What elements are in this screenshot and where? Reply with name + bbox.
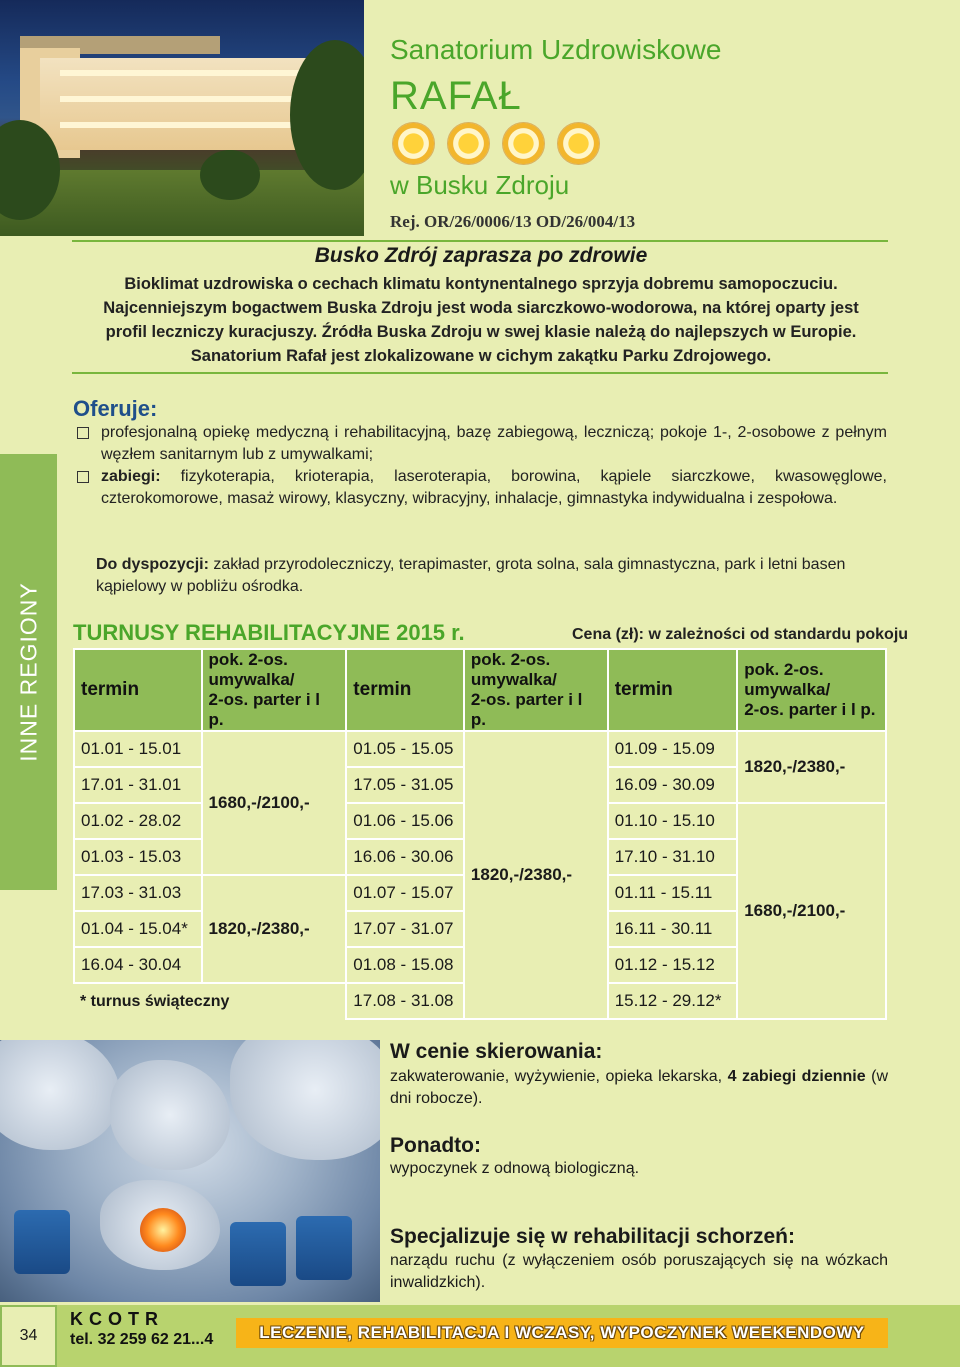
header-location: w Busku Zdroju bbox=[390, 170, 570, 200]
term-cell: 01.11 - 15.11 bbox=[608, 875, 738, 911]
term-cell: 16.06 - 30.06 bbox=[346, 839, 464, 875]
term-cell: 17.05 - 31.05 bbox=[346, 767, 464, 803]
price-cell: 1820,-/2380,- bbox=[202, 875, 347, 983]
divider bbox=[72, 372, 888, 374]
term-cell: 01.08 - 15.08 bbox=[346, 947, 464, 983]
sun-rating-icon bbox=[447, 122, 490, 165]
list-item bbox=[73, 466, 887, 510]
price-includes-heading: W cenie skierowania: bbox=[390, 1040, 603, 1063]
column-header: termin bbox=[74, 649, 202, 731]
price-cell: 1680,-/2100,- bbox=[737, 803, 886, 1019]
sanatorium-building-photo bbox=[0, 0, 364, 236]
checkbox-bullet-icon bbox=[77, 427, 89, 439]
sun-rating-icon bbox=[557, 122, 600, 165]
term-cell: 17.03 - 31.03 bbox=[74, 875, 202, 911]
disposal-text bbox=[96, 554, 887, 598]
table-header-row bbox=[74, 649, 886, 731]
term-cell: 16.11 - 30.11 bbox=[608, 911, 738, 947]
table-footnote: * turnus świąteczny bbox=[80, 992, 230, 1010]
price-cell: 1680,-/2100,- bbox=[202, 731, 347, 875]
intro-line: Bioklimat uzdrowiska o cechach klimatu kontynentalnego sprzyja dobremu samopoczuciu. bbox=[124, 275, 838, 293]
term-cell: 01.01 - 15.01 bbox=[74, 731, 202, 767]
sun-rating-icon bbox=[392, 122, 435, 165]
intro-line: Najcenniejszym bogactwem Buska Zdroju jest woda siarczkowo-wodorowa, na której oparty jest bbox=[103, 299, 859, 317]
term-cell: 01.03 - 15.03 bbox=[74, 839, 202, 875]
offer-item-text: profesjonalną opiekę medyczną i rehabilitacyjną, bazę zabiegową, leczniczą; pokoje 1-, 2-osobowe z pełnym węzłem sanitarnym lub z umywalkami; bbox=[101, 424, 887, 463]
term-cell: 15.12 - 29.12* bbox=[608, 983, 738, 1019]
turnusy-table bbox=[73, 648, 887, 1020]
page-number: 34 bbox=[0, 1305, 57, 1367]
term-cell: 17.01 - 31.01 bbox=[74, 767, 202, 803]
section-side-tab bbox=[0, 454, 57, 890]
offer-item-label: zabiegi: bbox=[101, 468, 161, 485]
price-note: Cena (zł): w zależności od standardu pokoju bbox=[572, 626, 909, 643]
disposal-label: Do dyspozycji: bbox=[96, 556, 209, 573]
sun-rating-icon bbox=[502, 122, 545, 165]
registration-number: Rej. OR/26/0006/13 OD/26/004/13 bbox=[390, 212, 636, 231]
footer-slogan-banner bbox=[236, 1318, 888, 1348]
disposal-body: zakład przyrodoleczniczy, terapimaster, grota solna, sala gimnastyczna, park i letni basen kąpielowy w pobliżu ośrodka. bbox=[96, 556, 846, 595]
term-cell: 01.04 - 15.04* bbox=[74, 911, 202, 947]
price-cell: 1820,-/2380,- bbox=[737, 731, 886, 803]
sanatorium-name: RAFAŁ bbox=[390, 74, 522, 118]
footer-slogan: LECZENIE, REHABILITACJA I WCZASY, WYPOCZYNEK WEEKENDOWY bbox=[259, 1323, 865, 1342]
table-row bbox=[74, 731, 886, 767]
offer-item-text bbox=[101, 466, 887, 510]
offer-heading: Oferuje: bbox=[73, 396, 158, 421]
header-subtitle: Sanatorium Uzdrowiskowe bbox=[390, 34, 722, 65]
intro-heading: Busko Zdrój zaprasza po zdrowie bbox=[314, 244, 648, 267]
term-cell: 17.10 - 31.10 bbox=[608, 839, 738, 875]
divider bbox=[72, 240, 888, 242]
specialization-text: narządu ruchu (z wyłączeniem osób poruszających się na wózkach inwalidzkich). bbox=[390, 1252, 888, 1291]
term-cell: 01.12 - 15.12 bbox=[608, 947, 738, 983]
term-cell: 01.09 - 15.09 bbox=[608, 731, 738, 767]
term-cell: 17.07 - 31.07 bbox=[346, 911, 464, 947]
price-includes-text: zakwaterowanie, wyżywienie, opieka lekarska, 4 zabiegi dziennie (w dni robocze). bbox=[390, 1068, 889, 1107]
column-header: termin bbox=[608, 649, 738, 731]
offer-list bbox=[73, 422, 887, 510]
term-cell: 01.07 - 15.07 bbox=[346, 875, 464, 911]
term-cell: 16.04 - 30.04 bbox=[74, 947, 202, 983]
brand-logo: KCOTR bbox=[70, 1309, 164, 1329]
phone-number: tel. 32 259 62 21...4 bbox=[70, 1331, 214, 1348]
term-cell: 01.10 - 15.10 bbox=[608, 803, 738, 839]
salt-cave-photo bbox=[0, 1040, 380, 1302]
extra-text: wypoczynek z odnową biologiczną. bbox=[390, 1160, 640, 1177]
intro-line: profil leczniczy kuracjuszy. Źródła Buska Zdroju w swej klasie należą do najlepszych w Europie. bbox=[105, 323, 857, 341]
column-header: pok. 2-os. umywalka/ 2-os. parter i l p. bbox=[202, 649, 347, 731]
turnusy-heading: TURNUSY REHABILITACYJNE 2015 r. bbox=[73, 620, 465, 645]
column-header: pok. 2-os. umywalka/ 2-os. parter i l p. bbox=[464, 649, 608, 731]
offer-item-body: fizykoterapia, krioterapia, laseroterapia, borowina, kąpiele siarczkowe, kwasowęglowe, czterokomorowe, masaż wirowy, klasyczny, wibracyjny, inhalacje, gimnastyka indywidualna i zespołowa. bbox=[101, 468, 887, 507]
column-header: termin bbox=[346, 649, 464, 731]
term-cell: 01.02 - 28.02 bbox=[74, 803, 202, 839]
price-cell: 1820,-/2380,- bbox=[464, 731, 608, 1019]
column-header: pok. 2-os. umywalka/ 2-os. parter i l p. bbox=[737, 649, 886, 731]
rating-suns bbox=[392, 122, 600, 165]
term-cell: 01.05 - 15.05 bbox=[346, 731, 464, 767]
term-cell: 01.06 - 15.06 bbox=[346, 803, 464, 839]
specialization-heading: Specjalizuje się w rehabilitacji schorzeń: bbox=[390, 1225, 795, 1248]
list-item bbox=[73, 422, 887, 466]
intro-text bbox=[72, 272, 890, 368]
term-cell: 16.09 - 30.09 bbox=[608, 767, 738, 803]
term-cell: 17.08 - 31.08 bbox=[346, 983, 464, 1019]
checkbox-bullet-icon bbox=[77, 471, 89, 483]
side-tab-label: INNE REGIONY bbox=[15, 582, 41, 762]
extra-heading: Ponadto: bbox=[390, 1134, 481, 1157]
intro-line: Sanatorium Rafał jest zlokalizowane w cichym zakątku Parku Zdrojowego. bbox=[190, 347, 772, 365]
